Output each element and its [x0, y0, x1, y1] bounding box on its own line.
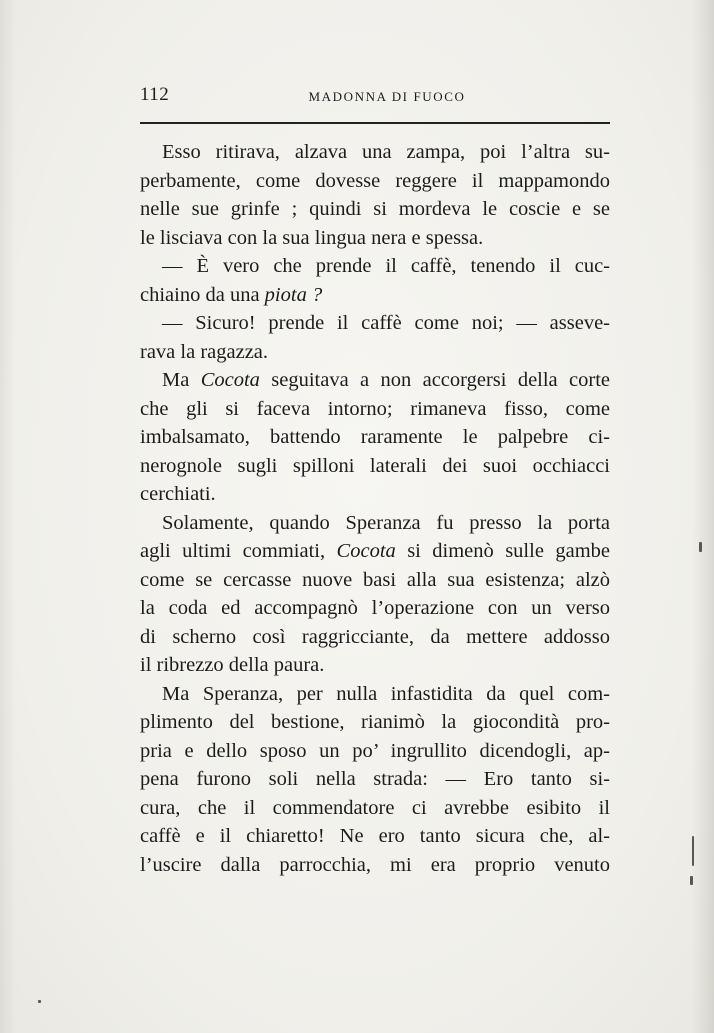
text-line: plimento del bestione, rianimò la giocondità pro-	[140, 711, 610, 733]
page-shadow-left	[0, 0, 16, 1033]
text-line: — Sicuro! prende il caffè come noi; — asseve-	[162, 312, 610, 334]
scan-speck	[690, 876, 693, 885]
page-number: 112	[140, 84, 170, 105]
text-line: come se cercasse nuove basi alla sua esistenza; alzò	[140, 568, 610, 591]
page-shadow-right	[692, 0, 714, 1033]
text-line: cerchiati.	[140, 483, 216, 505]
text-line: Esso ritirava, alzava una zampa, poi l’altra su-	[162, 141, 610, 163]
text-line: rava la ragazza.	[140, 340, 269, 363]
page-header	[140, 84, 610, 114]
text-line: Ma Cocota seguitava a non accorgersi della corte	[162, 369, 610, 391]
scan-speck	[38, 1000, 41, 1003]
text-line: che gli si faceva intorno; rimaneva fisso, come	[140, 397, 610, 420]
text-line: Ma Speranza, per nulla infastidita da quel com-	[162, 682, 610, 705]
text-line: il ribrezzo della paura.	[140, 654, 325, 676]
text-line: pria e dello sposo un po’ ingrullito dicendogli, ap-	[140, 739, 610, 762]
text-line: la coda ed accompagnò l’operazione con un verso	[140, 597, 610, 619]
text-line: di scherno così raggricciante, da mettere addosso	[140, 625, 610, 648]
text-line: agli ultimi commiati, Cocota si dimenò sulle gambe	[140, 540, 610, 562]
text-line: caffè e il chiaretto! Ne ero tanto sicura che, al-	[140, 825, 610, 847]
text-line: — È vero che prende il caffè, tenendo il cuc-	[162, 255, 610, 277]
text-line: l’uscire dalla parrocchia, mi era proprio venuto	[140, 853, 610, 876]
text-line: perbamente, come dovesse reggere il mappamondo	[140, 169, 610, 192]
scan-speck	[692, 836, 694, 866]
text-line: Solamente, quando Speranza fu presso la porta	[162, 511, 610, 534]
header-rule	[140, 122, 610, 124]
text-line: chiaino da una piota ?	[140, 283, 323, 306]
running-title: MADONNA DI FUOCO	[308, 89, 466, 104]
scan-speck	[699, 542, 702, 552]
text-line: nerognole sugli spilloni laterali dei suoi occhiacci	[140, 454, 610, 477]
body-text	[140, 138, 610, 879]
text-line: nelle sue grinfe ; quindi si mordeva le coscie e se	[140, 198, 610, 220]
text-line: le lisciava con la sua lingua nera e spessa.	[140, 226, 484, 249]
text-line: imbalsamato, battendo raramente le palpebre ci-	[140, 426, 610, 448]
text-line: pena furono soli nella strada: — Ero tanto si-	[140, 768, 610, 790]
text-line: cura, che il commendatore ci avrebbe esibito il	[140, 796, 610, 819]
